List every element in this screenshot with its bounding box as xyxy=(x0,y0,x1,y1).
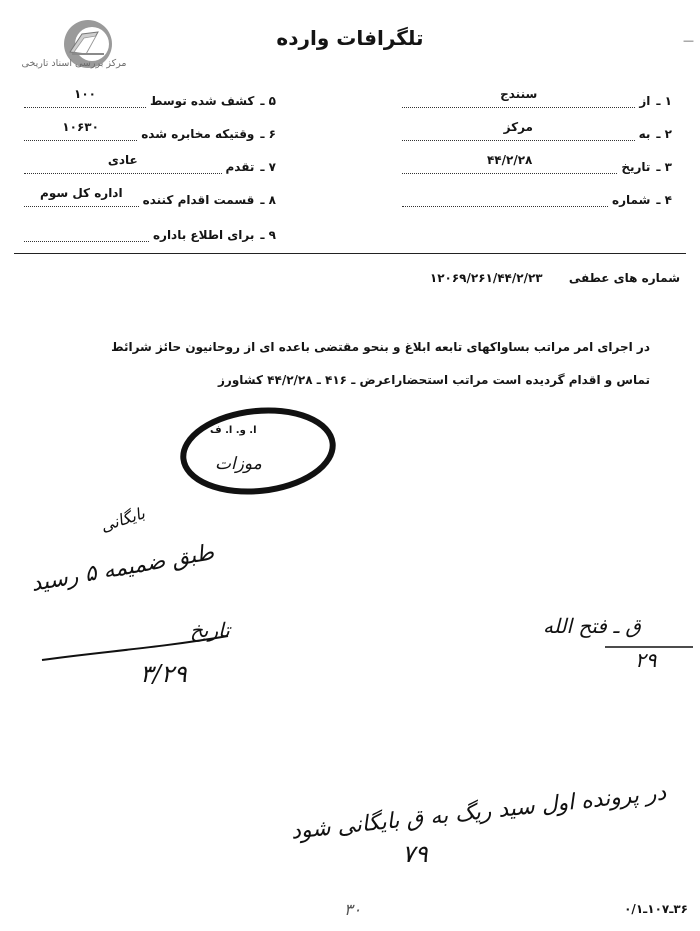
handwritten-number: ۳/۲۹ xyxy=(140,660,187,688)
field-number: ۹ ـ xyxy=(260,228,276,242)
field-number: ۲ ـ xyxy=(656,127,672,141)
field-action-unit xyxy=(24,185,276,207)
handwritten-mark: ۳۰ xyxy=(344,900,362,919)
field-decoded-by xyxy=(24,86,276,108)
field-priority xyxy=(24,152,276,174)
stamp-text-main: موزات xyxy=(215,454,262,474)
handwritten-note-left xyxy=(29,503,270,710)
handwritten-note-top: بایگانی xyxy=(98,503,148,536)
stamp-text-top: ا. و. ا. ف xyxy=(210,425,257,436)
reference-value: ۱۲۰۶۹/۲۶۱/۴۴/۲/۲۳ xyxy=(429,271,543,285)
field-label: برای اطلاع باداره xyxy=(152,228,255,242)
field-transmitted-time xyxy=(24,119,276,141)
logo-caption: مرکز بررسی اسناد تاریخی xyxy=(21,58,127,69)
reference-label: شماره های عطفی xyxy=(568,271,680,285)
handwritten-note-text: ق ـ فتح الله xyxy=(543,614,641,638)
field-value: ۱۰۶۳۰ xyxy=(62,120,99,134)
field-number: ۷ ـ xyxy=(260,160,276,174)
handwritten-number: ۷۹ xyxy=(402,840,428,868)
field-value: ۴۴/۲/۲۸ xyxy=(486,153,533,167)
field-to xyxy=(402,119,672,141)
reference-row xyxy=(330,271,680,295)
field-date xyxy=(402,152,672,174)
field-number: ۳ ـ xyxy=(656,160,672,174)
field-from xyxy=(402,86,672,108)
handwritten-note-line: طبق ضمیمه ۵ رسید xyxy=(29,540,216,597)
handwritten-number: ۲۹ xyxy=(635,648,657,672)
handwritten-note-right xyxy=(535,610,695,680)
field-number: ۶ ـ xyxy=(260,127,276,141)
field-number: ۱ ـ xyxy=(656,94,672,108)
body-text-line-1: در اجرای امر مراتب بساواکهای تابعه ابلاغ و بنحو مقتضی باعده ای از روحانیون حائز شرائط xyxy=(111,340,650,354)
stamp-icon xyxy=(178,405,338,497)
field-value: عادی xyxy=(107,153,138,167)
field-label: تقدم xyxy=(225,160,255,174)
field-label: از xyxy=(639,94,651,108)
field-number-ref xyxy=(402,185,672,207)
field-label: قسمت اقدام کننده xyxy=(142,193,255,207)
handwritten-note-text: در پرونده اول سید ریگ به ق بایگانی شود xyxy=(289,780,668,845)
field-label: وقتیکه مخابره شده xyxy=(141,127,255,141)
field-number: ۸ ـ xyxy=(260,193,276,207)
field-number: ۵ ـ xyxy=(260,94,276,108)
body-text-line-2: تماس و اقدام گردیده است مراتب استحضارا‌عرض ـ ۴۱۶ ـ ۴۴/۲/۲۸ کشاورز xyxy=(218,373,650,387)
field-label: تاریخ xyxy=(621,160,651,174)
document-code: ۳۶ـ۱۰۷ـ۰/۱ xyxy=(624,902,688,916)
section-divider xyxy=(14,253,686,254)
handwritten-signature: تاریخ xyxy=(190,618,230,642)
field-for-info xyxy=(24,220,276,242)
corner-mark: — xyxy=(683,34,694,47)
field-label: کشف شده توسط xyxy=(150,94,255,108)
field-label: شماره xyxy=(612,193,651,207)
field-number: ۴ ـ xyxy=(656,193,672,207)
page-title: تلگرافات وارده xyxy=(276,26,424,50)
signature-stroke-icon xyxy=(38,630,238,670)
field-label: به xyxy=(638,127,651,141)
field-value: مرکز xyxy=(503,120,533,134)
field-value: سنندج xyxy=(500,87,538,101)
field-value: اداره کل سوم xyxy=(40,186,123,200)
field-value: ۱۰۰ xyxy=(74,87,97,101)
